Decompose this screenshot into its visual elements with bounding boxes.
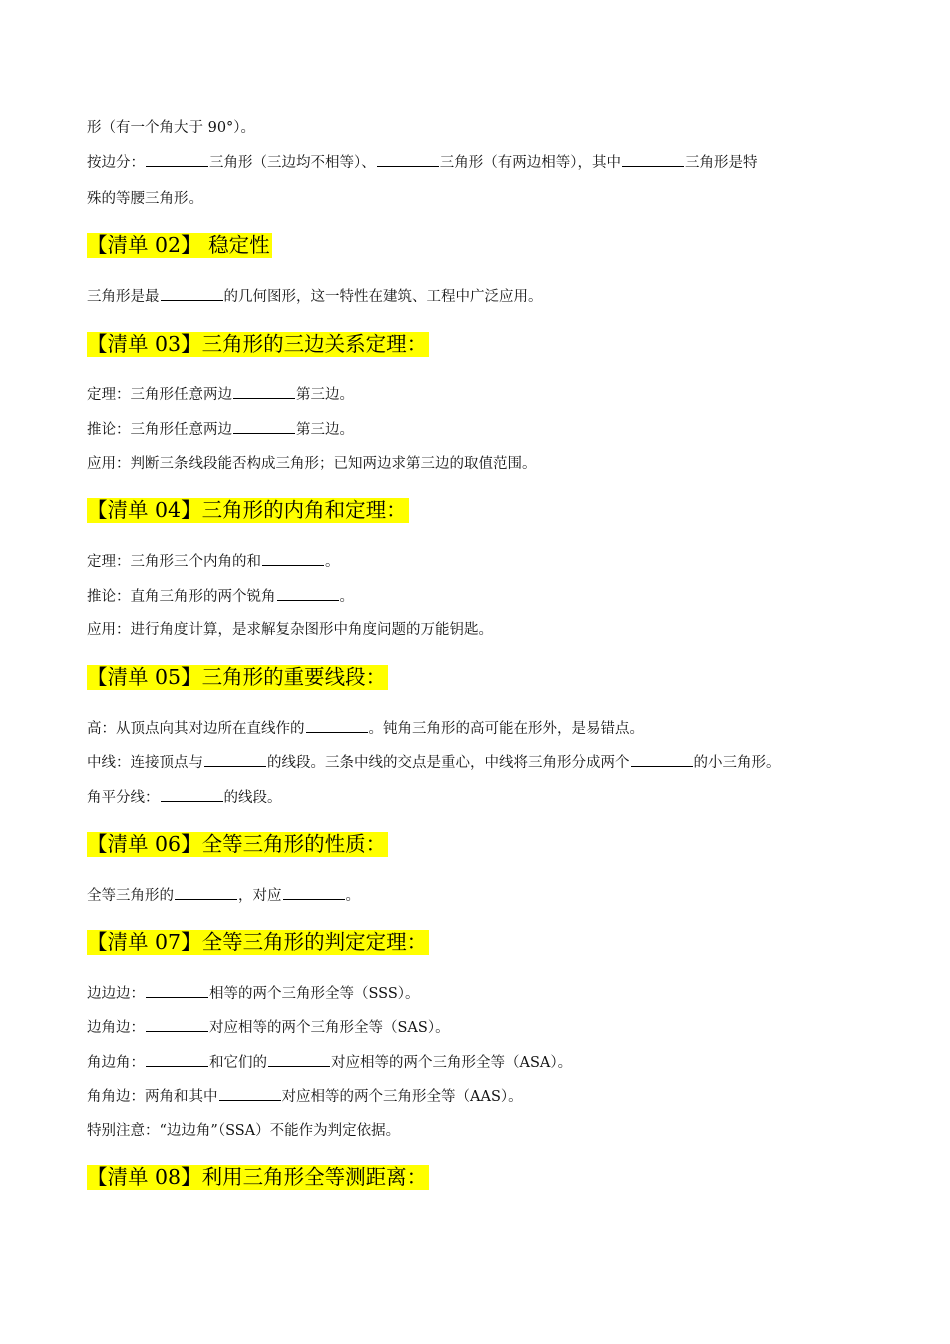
intro-line-2: 按边分： 三角形（三边均不相等）、 三角形（有两边相等），其中 三角形是特 xyxy=(87,152,758,173)
s07-line-2: 边角边： 对应相等的两个三角形全等（SAS）。 xyxy=(87,1017,450,1038)
section-heading-03: 【清单 03】三角形的三边关系定理： xyxy=(87,332,428,356)
fill-blank[interactable] xyxy=(622,152,684,167)
s05-line-2: 中线：连接顶点与 的线段。三条中线的交点是重心，中线将三角形分成两个 的小三角形。 xyxy=(87,752,781,773)
fill-blank[interactable] xyxy=(161,286,223,301)
s07-line-1: 边边边： 相等的两个三角形全等（SSS）。 xyxy=(87,983,420,1004)
s03-line-3: 应用：判断三条线段能否构成三角形；已知两边求第三边的取值范围。 xyxy=(87,456,537,472)
fill-blank[interactable] xyxy=(268,1052,330,1067)
fill-blank[interactable] xyxy=(233,419,295,434)
section-heading-07: 【清单 07】全等三角形的判定定理： xyxy=(87,930,428,954)
section-heading-02: 【清单 02】 稳定性 xyxy=(87,233,270,257)
fill-blank[interactable] xyxy=(175,885,237,900)
fill-blank[interactable] xyxy=(219,1086,281,1101)
s04-line-2: 推论：直角三角形的两个锐角 。 xyxy=(87,586,354,607)
fill-blank[interactable] xyxy=(631,752,693,767)
s03-line-2: 推论：三角形任意两边 第三边。 xyxy=(87,419,354,440)
section-heading-06: 【清单 06】全等三角形的性质： xyxy=(87,832,387,856)
section-heading-08: 【清单 08】利用三角形全等测距离： xyxy=(87,1165,428,1189)
s02-line-1: 三角形是最 的几何图形，这一特性在建筑、工程中广泛应用。 xyxy=(87,286,543,307)
intro-line-1: 形（有一个角大于 90°）。 xyxy=(87,120,256,136)
fill-blank[interactable] xyxy=(277,586,339,601)
fill-blank[interactable] xyxy=(161,787,223,802)
s07-line-4: 角角边：两角和其中 对应相等的两个三角形全等（AAS）。 xyxy=(87,1086,523,1107)
fill-blank[interactable] xyxy=(262,551,324,566)
fill-blank[interactable] xyxy=(283,885,345,900)
fill-blank[interactable] xyxy=(306,718,368,733)
s04-line-1: 定理：三角形三个内角的和 。 xyxy=(87,551,340,572)
s06-line-1: 全等三角形的 ，对应 。 xyxy=(87,885,360,906)
fill-blank[interactable] xyxy=(146,1017,208,1032)
section-heading-05: 【清单 05】三角形的重要线段： xyxy=(87,665,387,689)
fill-blank[interactable] xyxy=(377,152,439,167)
section-heading-04: 【清单 04】三角形的内角和定理： xyxy=(87,498,407,522)
s04-line-3: 应用：进行角度计算，是求解复杂图形中角度问题的万能钥匙。 xyxy=(87,622,493,638)
intro-line-3: 殊的等腰三角形。 xyxy=(87,191,203,207)
fill-blank[interactable] xyxy=(204,752,266,767)
fill-blank[interactable] xyxy=(146,983,208,998)
fill-blank[interactable] xyxy=(233,384,295,399)
fill-blank[interactable] xyxy=(146,152,208,167)
fill-blank[interactable] xyxy=(146,1052,208,1067)
s03-line-1: 定理：三角形任意两边 第三边。 xyxy=(87,384,354,405)
s05-line-1: 高：从顶点向其对边所在直线作的 。钝角三角形的高可能在形外，是易错点。 xyxy=(87,718,644,739)
s07-line-5: 特别注意：“边边角”（SSA）不能作为判定依据。 xyxy=(87,1123,401,1139)
s05-line-3: 角平分线： 的线段。 xyxy=(87,787,282,808)
s07-line-3: 角边角： 和它们的 对应相等的两个三角形全等（ASA）。 xyxy=(87,1052,572,1073)
